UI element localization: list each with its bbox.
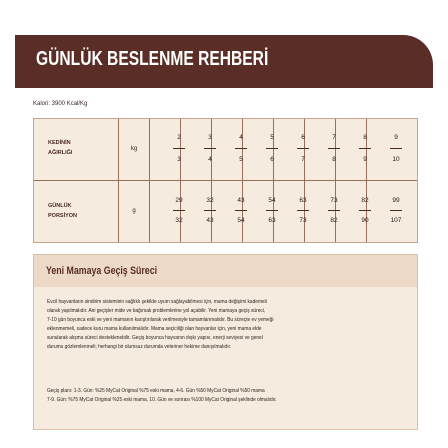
weight-from: 7 — [332, 134, 336, 141]
title-banner — [15, 35, 433, 88]
body-line: olarak yapılmalıdır. Ani geçişler mide ve bağırsak problemlerine yol açabilir. Yeni mamaya geçiş süreci, — [47, 308, 266, 314]
portion-from: 99 — [392, 197, 400, 204]
transition-panel — [33, 254, 418, 430]
body-line: 7-10 gün boyunca eski ve yeni mamanın karıştırılarak verilmesiyle tamamlanmalıdır. Bu süreçte ev yemeği — [47, 317, 274, 323]
plan-line: Geçiş planı: 1-3. Gün: %25 MyCat Original %75 eski mama, 4-6. Gün %50 MyCat Original %50 mama — [47, 388, 265, 394]
body-line: eklenmemeli, sadece kuru mama kullanılmalıdır. Mama seçiciliği olan hayvanlar için, yeni mama elde — [47, 326, 262, 332]
cell-rule — [173, 148, 185, 149]
cell-rule — [297, 210, 309, 211]
feeding-table — [33, 118, 418, 243]
weight-from: 9 — [394, 134, 398, 141]
weight-from: 2 — [177, 134, 181, 141]
weight-to: 7 — [301, 156, 305, 163]
weight-to: 3 — [177, 156, 181, 163]
cell-rule — [204, 210, 216, 211]
transition-body — [47, 298, 408, 352]
cell-rule — [173, 210, 185, 211]
cell-rule — [235, 148, 247, 149]
cell-rule — [235, 210, 247, 211]
portion-to: 73 — [299, 217, 307, 224]
cell-rule — [390, 210, 402, 211]
weight-label-line: AĞIRLIĞI — [48, 150, 73, 156]
weight-to: 5 — [239, 156, 243, 163]
body-line: durumu gözlemlenmeli; herhangi bir olumsuz durumda veteriner hekime danışılmalıdır. — [47, 344, 232, 350]
weight-unit: kg — [130, 146, 138, 152]
weight-row-label — [48, 138, 72, 158]
portion-label-line: PORSİYON — [48, 213, 78, 219]
cell-rule — [359, 210, 371, 211]
portion-to: 90 — [361, 217, 369, 224]
transition-title: Yeni Mamaya Geçiş Süreci — [46, 265, 158, 277]
cell-rule — [266, 210, 278, 211]
portion-to: 54 — [237, 217, 245, 224]
cell-rule — [359, 148, 371, 149]
page-title: GÜNLÜK BESLENME REHBERİ — [36, 48, 269, 70]
weight-to: 6 — [270, 156, 274, 163]
portion-from: 63 — [299, 197, 307, 204]
body-line: sunularak alışma süreci desteklenebilir. Geçiş boyunca hayvanın dışkı yapısı, enerji seviyesi ve genel — [47, 335, 263, 341]
weight-to: 9 — [363, 156, 367, 163]
weight-from: 6 — [301, 134, 305, 141]
transition-header — [34, 255, 417, 287]
weight-from: 8 — [363, 134, 367, 141]
weight-from: 4 — [239, 134, 243, 141]
portion-to: 82 — [330, 217, 338, 224]
portion-from: 29 — [175, 197, 183, 204]
portion-from: 82 — [361, 197, 369, 204]
portion-to: 63 — [268, 217, 276, 224]
body-line: Evcil hayvanların sindirim sisteminin sağlıklı şekilde uyum sağlayabilmesi için, mama değişimi kademeli — [47, 299, 267, 305]
transition-plan — [47, 387, 408, 405]
portion-label-line: GÜNLÜK — [48, 203, 72, 209]
cell-rule — [297, 148, 309, 149]
calorie-info: Kalori: 3900 Kcal/Kg — [33, 101, 88, 107]
portion-to: 43 — [206, 217, 214, 224]
portion-from: 43 — [237, 197, 245, 204]
weight-to: 4 — [208, 156, 212, 163]
cell-rule — [390, 148, 402, 149]
portion-from: 73 — [330, 197, 338, 204]
cell-rule — [204, 148, 216, 149]
portion-row-label — [48, 201, 77, 221]
portion-to: 32 — [175, 217, 183, 224]
weight-from: 3 — [208, 134, 212, 141]
portion-from: 54 — [268, 197, 276, 204]
portion-to: 107 — [390, 217, 402, 224]
weight-to: 8 — [332, 156, 336, 163]
weight-from: 5 — [270, 134, 274, 141]
cell-rule — [266, 148, 278, 149]
table-divider — [34, 180, 417, 181]
cell-rule — [328, 210, 340, 211]
weight-to: 10 — [392, 156, 400, 163]
portion-unit: g — [132, 208, 136, 214]
plan-line: 7-9. Gün: %75 MyCat Original %25 eski mama, 10. Gün ve sonrası %100 MyCat Original şeklinde olmalıdır. — [47, 397, 277, 403]
cell-rule — [328, 148, 340, 149]
weight-label-line: KEDİNİN — [48, 140, 71, 146]
portion-from: 32 — [206, 197, 214, 204]
